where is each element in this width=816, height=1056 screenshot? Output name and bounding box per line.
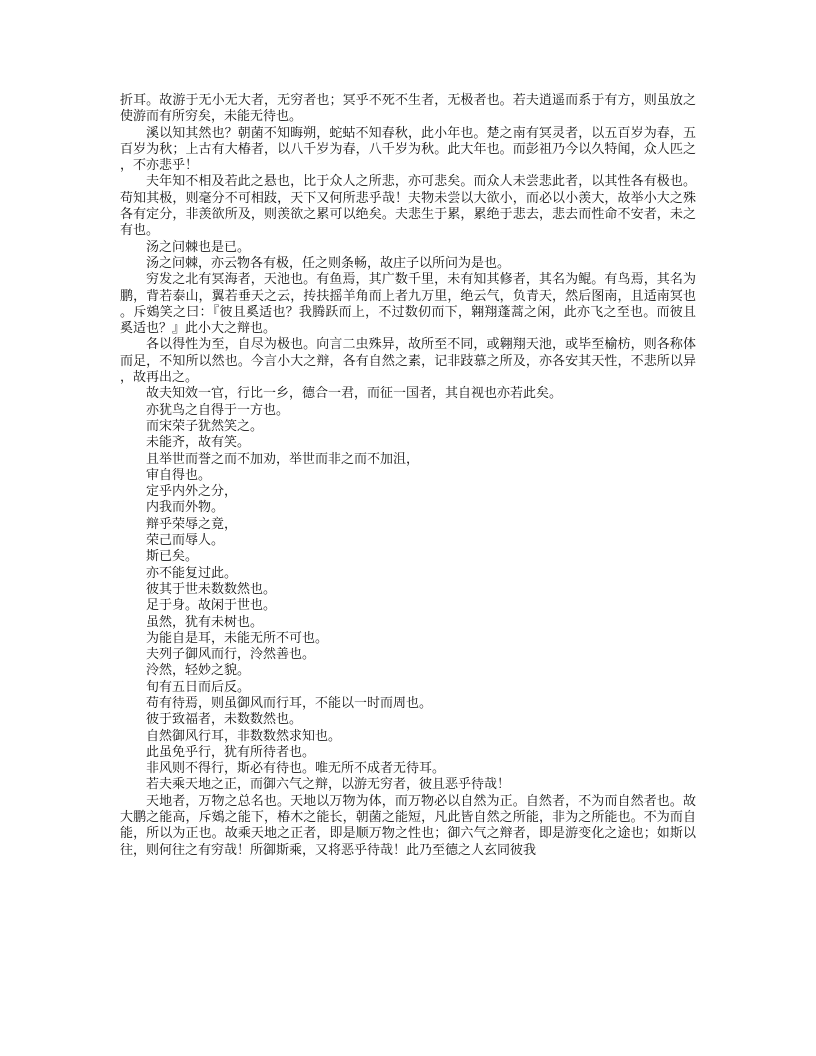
- paragraph: 旬有五日而后反。: [146, 679, 251, 695]
- paragraph: 若夫乘天地之正，而御六气之辩，以游无穷者，彼且恶乎待哉！: [146, 777, 511, 793]
- paragraph-continuation: 折耳。故游于无小无大者，无穷者也；冥乎不死不生者，无极者也。若夫逍遥而系于有方，则虽放之使游而有所穷矣，未能无待也。: [120, 93, 696, 125]
- paragraph: 而宋荣子犹然笑之。: [146, 418, 264, 434]
- paragraph: 夫列子御风而行，泠然善也。: [146, 647, 316, 663]
- paragraph: 彼其于世未数数然也。: [146, 581, 277, 597]
- paragraph: 且举世而誉之而不加劝，举世而非之而不加沮，: [146, 451, 420, 467]
- paragraph: 斯已矣。: [146, 549, 199, 565]
- paragraph: 汤之问棘也是已。: [146, 239, 251, 255]
- paragraph: 荣己而辱人。: [146, 533, 225, 549]
- paragraph: 亦犹鸟之自得于一方也。: [146, 402, 290, 418]
- paragraph: 虽然，犹有未树也。: [146, 614, 264, 630]
- paragraph: 为能自是耳，未能无所不可也。: [146, 630, 329, 646]
- paragraph: 故夫知效一官，行比一乡，德合一君，而征一国者，其自视也亦若此矣。: [146, 386, 563, 402]
- paragraph: 辩乎荣辱之竟，: [146, 516, 238, 532]
- paragraph: 夫年知不相及若此之悬也，比于众人之所悲，亦可悲矣。而众人未尝悲此者，以其性各有极也。苟知其极，则毫分不可相跂，天下又何所悲乎哉！夫物未尝以大欲小，而必以小羡大，故举小大之殊各有定分，非羡欲所及，则羡欲之累可以绝矣。夫悲生于累，累绝于悲去，悲去而性命不安者，未之有也。: [120, 174, 696, 239]
- paragraph: 苟有待焉，则虽御风而行耳，不能以一时而周也。: [146, 695, 433, 711]
- document-body: [120, 93, 696, 859]
- paragraph: 汤之问棘，亦云物各有极，任之则条畅，故庄子以所问为是也。: [146, 255, 511, 271]
- paragraph: 自然御风行耳，非数数然求知也。: [146, 728, 342, 744]
- paragraph: 彼于致福者，未数数然也。: [146, 712, 303, 728]
- paragraph: 穷发之北有冥海者，天池也。有鱼焉，其广数千里，未有知其修者，其名为鲲。有鸟焉，其名为鹏，背若泰山，翼若垂天之云，抟扶摇羊角而上者九万里，绝云气，负青天，然后图南，且适南冥也。斥鴳笑之曰：『彼且奚适也？我腾跃而上，不过数仞而下，翱翔蓬蒿之闲，此亦飞之至也。而彼且奚适也？』此小大之辩也。: [120, 272, 696, 337]
- paragraph: 足于身。故闲于世也。: [146, 598, 277, 614]
- paragraph: 定乎内外之分，: [146, 484, 238, 500]
- paragraph: 溪以知其然也？朝菌不知晦朔，蛇蛄不知春秋，此小年也。楚之南有冥灵者，以五百岁为春，五百岁为秋；上古有大椿者，以八千岁为春，八千岁为秋。此大年也。而彭祖乃今以久特闻，众人匹之，不亦悲乎！: [120, 125, 696, 174]
- paragraph: 审自得也。: [146, 467, 212, 483]
- paragraph: 未能齐，故有笑。: [146, 435, 251, 451]
- paragraph: 各以得性为至，自尽为极也。向言二虫殊异，故所至不同，或翱翔天池，或毕至榆枋，则各称体而足，不知所以然也。今言小大之辩，各有自然之素，记非跂慕之所及，亦各安其天性，不悲所以异，故再出之。: [120, 337, 696, 386]
- paragraph: 天地者，万物之总名也。天地以万物为体，而万物必以自然为正。自然者，不为而自然者也。故大鹏之能高，斥鴳之能下，椿木之能长，朝菌之能短，凡此皆自然之所能，非为之所能也。不为而自能，所以为正也。故乘天地之正者，即是顺万物之性也；御六气之辩者，即是游变化之途也；如斯以往，则何往之有穷哉！所御斯乘，又将恶乎待哉！此乃至德之人玄同彼我: [120, 793, 696, 858]
- paragraph: 内我而外物。: [146, 500, 225, 516]
- paragraph: 泠然，轻妙之貌。: [146, 663, 251, 679]
- paragraph: 此虽免乎行，犹有所待者也。: [146, 744, 316, 760]
- paragraph: 亦不能复过此。: [146, 565, 238, 581]
- paragraph: 非风则不得行，斯必有待也。唯无所不成者无待耳。: [146, 761, 446, 777]
